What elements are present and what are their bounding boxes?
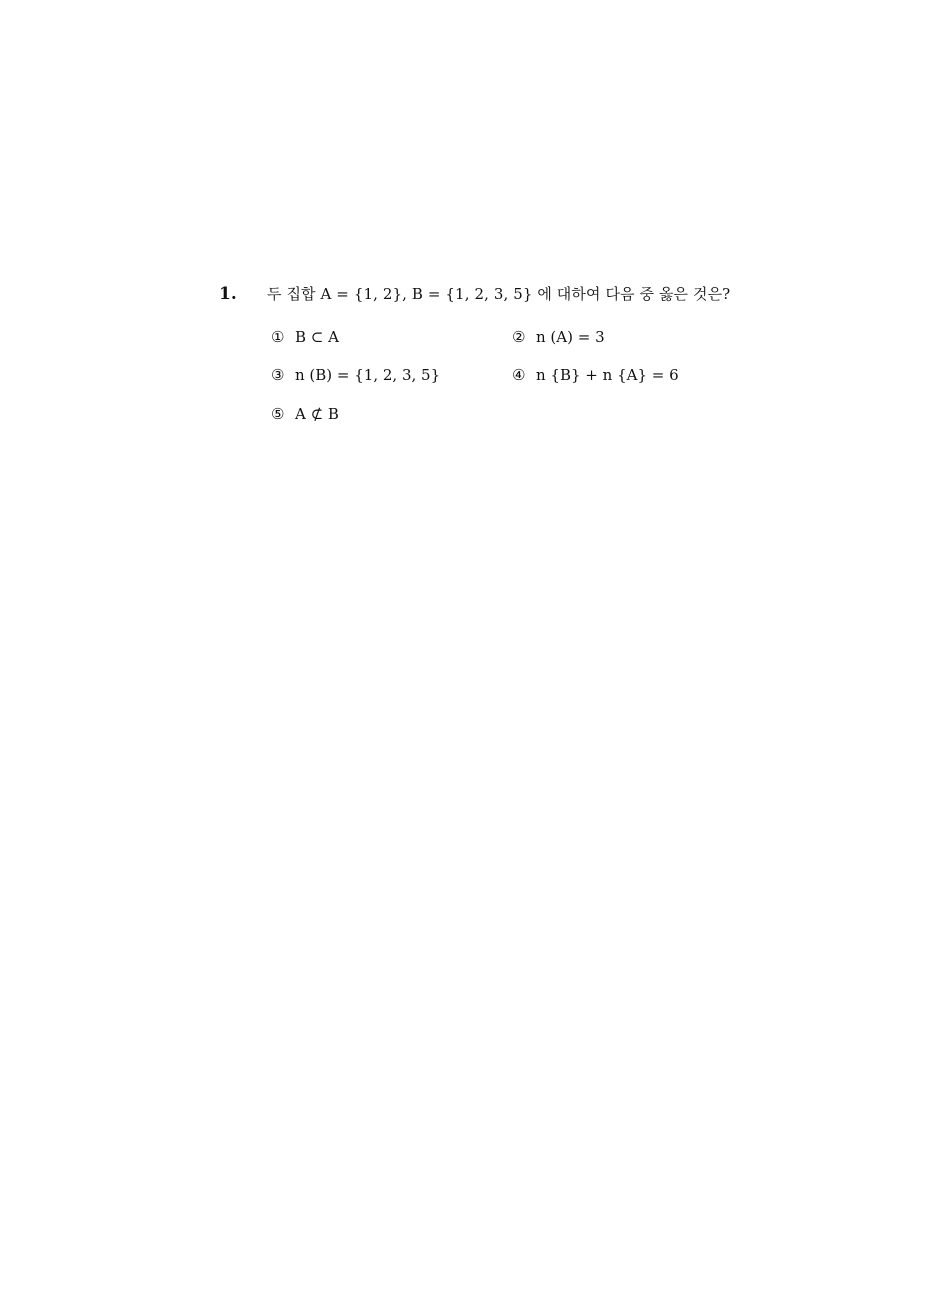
choice-5[interactable] [271, 405, 339, 423]
choice-marker: ③ [271, 366, 285, 384]
problem-question: 두 집합 A = {1, 2}, B = {1, 2, 3, 5} 에 대하여 다음 중 옳은 것은? [267, 285, 731, 303]
choice-text: B ⊂ A [295, 328, 339, 346]
choice-text: A ⊄ B [295, 405, 339, 423]
choice-marker: ⑤ [271, 405, 285, 423]
choice-marker: ④ [512, 366, 526, 384]
choice-text: n (B) = {1, 2, 3, 5} [295, 366, 441, 384]
choice-4[interactable] [512, 366, 679, 384]
choice-text: n {B} + n {A} = 6 [536, 366, 679, 384]
problem-header [219, 283, 779, 304]
problem-number: 1. [219, 284, 237, 304]
choice-marker: ① [271, 328, 285, 346]
choice-1[interactable] [271, 328, 339, 346]
choice-text: n (A) = 3 [536, 328, 605, 346]
choice-2[interactable] [512, 328, 605, 346]
choice-3[interactable] [271, 366, 440, 384]
choice-marker: ② [512, 328, 526, 346]
problem-1 [219, 283, 779, 423]
